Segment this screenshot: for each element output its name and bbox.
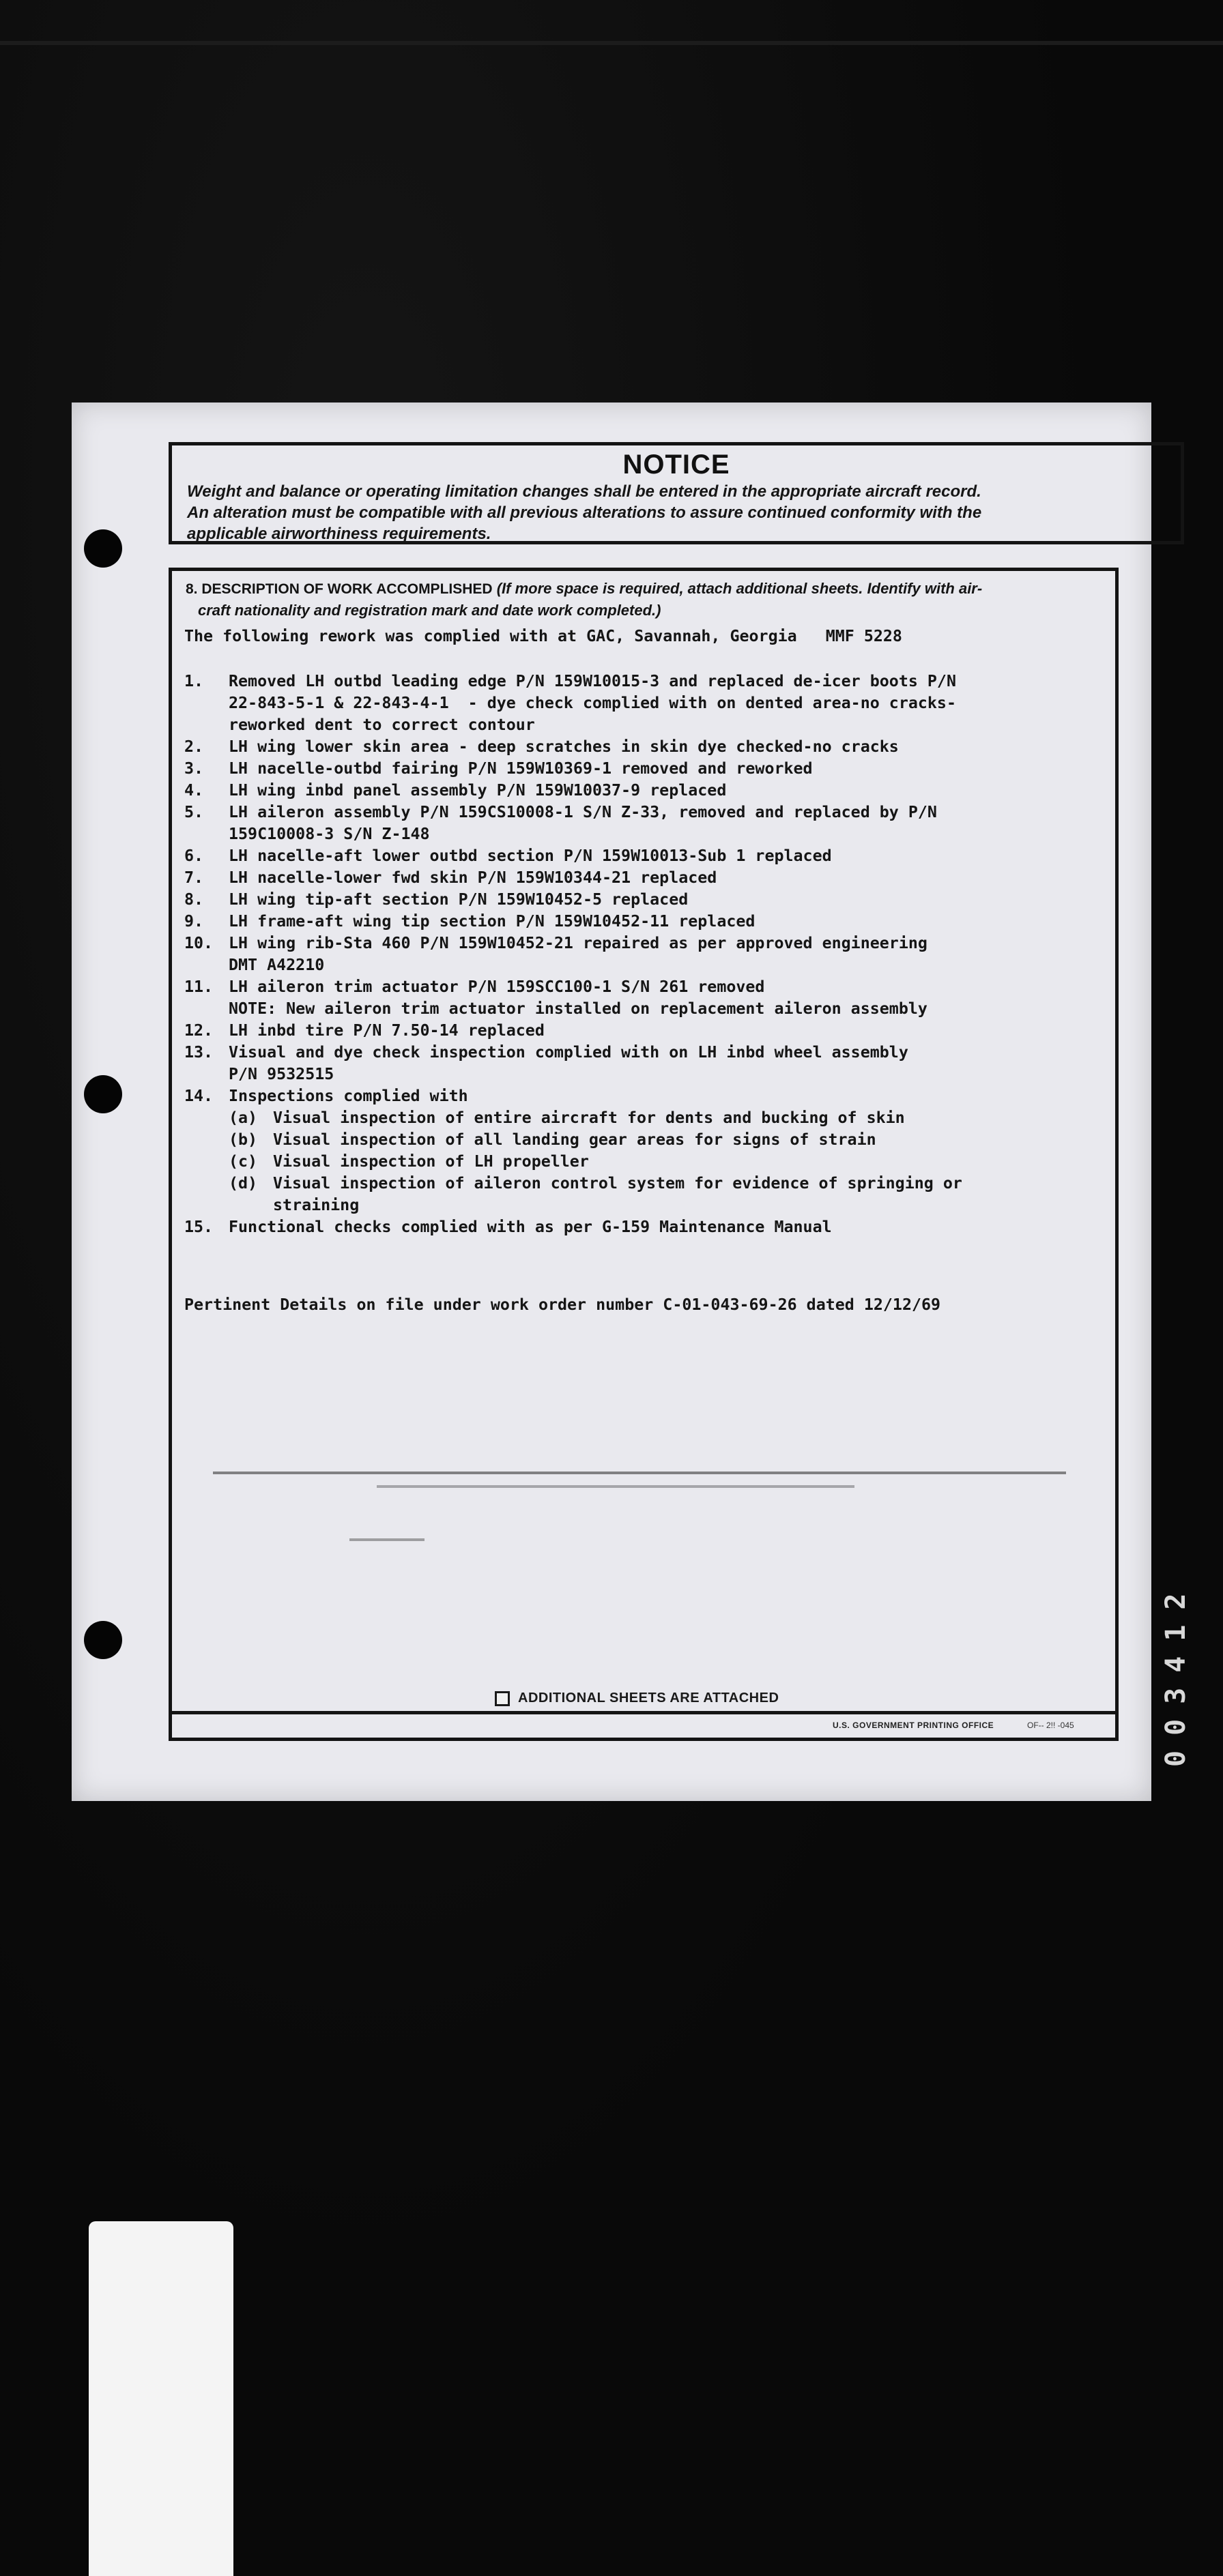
item-text-line: reworked dent to correct contour — [229, 716, 535, 734]
item-text-line: Visual inspection of LH propeller — [273, 1152, 589, 1171]
item-number: 4. — [184, 781, 204, 800]
item-number: 14. — [184, 1087, 214, 1105]
work-item — [184, 1085, 1112, 1216]
work-item — [184, 671, 1112, 736]
additional-sheets-row — [495, 1690, 779, 1706]
item-text-line: LH frame-aft wing tip section P/N 159W10452-11 replaced — [229, 912, 756, 931]
item-text-line: LH nacelle-outbd fairing P/N 159W10369-1 removed and reworked — [229, 759, 813, 778]
additional-sheets-checkbox[interactable] — [495, 1691, 510, 1706]
punch-hole — [84, 1621, 122, 1659]
work-items-list — [184, 671, 1112, 1238]
item-text-line: LH aileron trim actuator P/N 159SCC100-1 S/N 261 removed — [229, 978, 765, 996]
form-code: OF-- 2!! -045 — [1027, 1721, 1074, 1730]
item-number: 8. — [184, 890, 204, 909]
item-text-line: LH inbd tire P/N 7.50-14 replaced — [229, 1021, 545, 1040]
work-item — [184, 867, 1112, 889]
work-item — [184, 845, 1112, 867]
item-number: 7. — [184, 868, 204, 887]
item-text-line: Visual inspection of aileron control system for evidence of springing or — [273, 1174, 962, 1192]
item-text-line: Visual and dye check inspection complied with on LH inbd wheel assembly — [229, 1043, 908, 1062]
item-number: 1. — [184, 672, 204, 690]
inspection-subitem — [229, 1129, 1112, 1151]
bottom-rule — [169, 1711, 1119, 1714]
work-item — [184, 889, 1112, 911]
item-number: 9. — [184, 912, 204, 931]
item-text-line: 22-843-5-1 & 22-843-4-1 - dye check complied with on dented area-no cracks- — [229, 694, 956, 712]
item-text-line: LH wing tip-aft section P/N 159W10452-5 replaced — [229, 890, 689, 909]
section-heading — [186, 578, 1121, 621]
subitem-letter: (a) — [229, 1109, 258, 1127]
notice-text — [187, 481, 1168, 544]
subitem-letter: (b) — [229, 1130, 258, 1149]
frame-number — [1160, 1726, 1192, 1767]
item-text-line: DMT A42210 — [229, 956, 325, 974]
smudge-line — [377, 1485, 854, 1488]
work-item — [184, 1020, 1112, 1042]
work-item — [184, 911, 1112, 933]
intro-line: The following rework was complied with at GAC, Savannah, Georgia MMF 5228 — [184, 627, 902, 645]
film-edge — [0, 41, 1223, 45]
work-item — [184, 780, 1112, 802]
work-item — [184, 736, 1112, 758]
item-text-line: Visual inspection of all landing gear areas for signs of strain — [273, 1130, 876, 1149]
work-item — [184, 758, 1112, 780]
item-text-line: LH wing inbd panel assembly P/N 159W10037-9 replaced — [229, 781, 727, 800]
item-text-line: NOTE: New aileron trim actuator installed on replacement aileron assembly — [229, 999, 927, 1018]
notice-line: applicable airworthiness requirements. — [187, 525, 491, 543]
additional-sheets-label: ADDITIONAL SHEETS ARE ATTACHED — [518, 1690, 779, 1706]
notice-box — [169, 442, 1184, 544]
work-description-box — [169, 568, 1119, 1741]
section-instruction: (If more space is required, attach additional sheets. Identify with air- — [492, 580, 983, 597]
pertinent-details: Pertinent Details on file under work order number C-01-043-69-26 dated 12/12/69 — [184, 1296, 941, 1314]
item-text-line: Functional checks complied with as per G-159 Maintenance Manual — [229, 1218, 832, 1236]
item-number: 6. — [184, 847, 204, 865]
item-number: 15. — [184, 1218, 214, 1236]
section-title: 8. DESCRIPTION OF WORK ACCOMPLISHED — [186, 581, 493, 597]
item-text-line: LH nacelle-lower fwd skin P/N 159W10344-21 replaced — [229, 868, 717, 887]
film-tab — [89, 2221, 233, 2576]
notice-line: Weight and balance or operating limitation changes shall be entered in the appropriate aircraft record. — [187, 482, 981, 501]
subitem-letter: (c) — [229, 1152, 258, 1171]
smudge-line — [213, 1472, 1066, 1474]
item-text-line: LH aileron assembly P/N 159CS10008-1 S/N Z-33, removed and replaced by P/N — [229, 803, 937, 821]
item-number: 5. — [184, 803, 204, 821]
section-instruction-cont: craft nationality and registration mark and date work completed.) — [198, 602, 661, 619]
punch-hole — [84, 529, 122, 568]
work-item — [184, 802, 1112, 845]
item-number: 11. — [184, 978, 214, 996]
item-text-line: LH wing lower skin area - deep scratches in skin dye checked-no cracks — [229, 737, 899, 756]
notice-line: An alteration must be compatible with all previous alterations to assure continued conformity with the — [187, 503, 982, 522]
inspection-subitem — [229, 1107, 1112, 1129]
work-item — [184, 1216, 1112, 1238]
smudge-line — [349, 1538, 425, 1541]
subitem-letter: (d) — [229, 1174, 258, 1192]
item-number: 2. — [184, 737, 204, 756]
document-page — [72, 402, 1151, 1801]
inspection-subitem — [229, 1151, 1112, 1173]
item-text-line: P/N 9532515 — [229, 1065, 334, 1083]
item-number: 12. — [184, 1021, 214, 1040]
item-text-line: LH wing rib-Sta 460 P/N 159W10452-21 repaired as per approved engineering — [229, 934, 927, 952]
notice-title: NOTICE — [622, 450, 730, 480]
item-number: 13. — [184, 1043, 214, 1062]
work-item — [184, 933, 1112, 976]
item-number: 10. — [184, 934, 214, 952]
work-item — [184, 976, 1112, 1020]
punch-hole — [84, 1075, 122, 1113]
inspection-subitem — [229, 1173, 1112, 1216]
item-text-line: 159C10008-3 S/N Z-148 — [229, 825, 430, 843]
item-text-line: LH nacelle-aft lower outbd section P/N 159W10013-Sub 1 replaced — [229, 847, 832, 865]
item-number: 3. — [184, 759, 204, 778]
item-text-line: straining — [273, 1196, 360, 1214]
printing-office-label: U.S. GOVERNMENT PRINTING OFFICE — [833, 1721, 994, 1730]
item-text-line: Removed LH outbd leading edge P/N 159W10015-3 and replaced de-icer boots P/N — [229, 672, 956, 690]
item-text-line: Visual inspection of entire aircraft for dents and bucking of skin — [273, 1109, 905, 1127]
item-text-line: Inspections complied with — [229, 1087, 468, 1105]
work-item — [184, 1042, 1112, 1085]
